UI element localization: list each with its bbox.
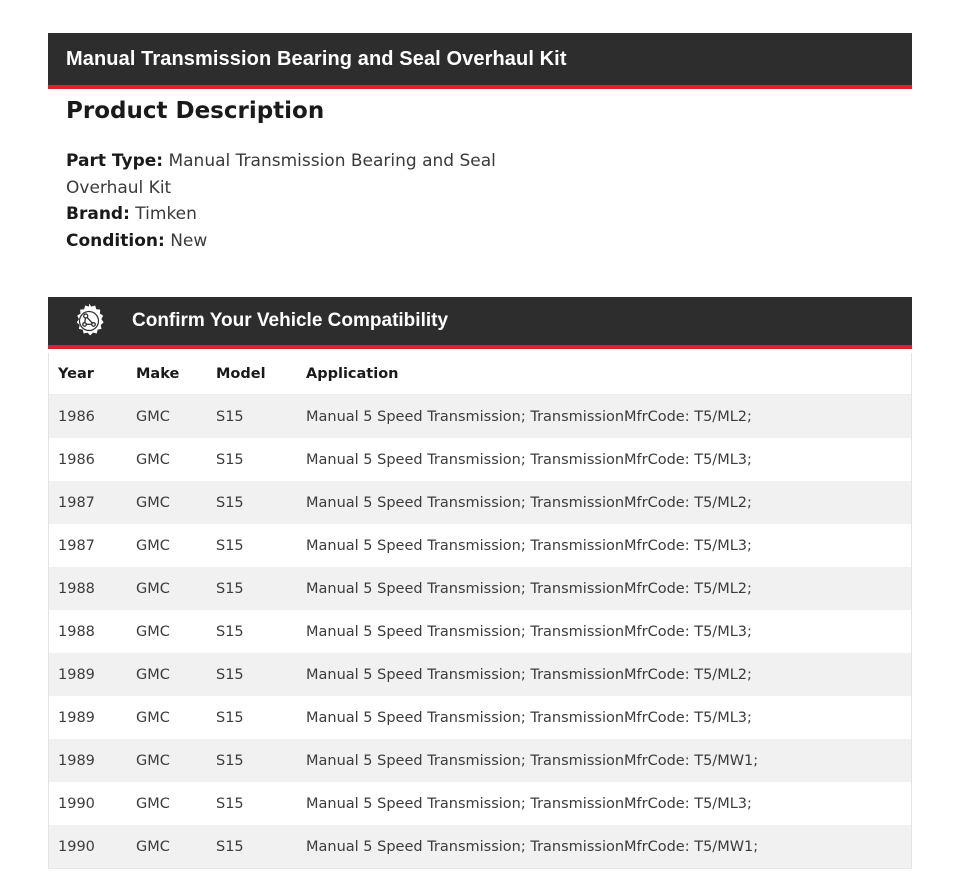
cell-year: 1987: [49, 524, 136, 567]
table-row: [49, 524, 911, 567]
cell-make: GMC: [136, 696, 216, 739]
cell-year: 1986: [49, 395, 136, 439]
product-field-value: Timken: [135, 204, 197, 224]
cell-application: Manual 5 Speed Transmission; TransmissionMfrCode: T5/ML3;: [306, 610, 911, 653]
cell-application: Manual 5 Speed Transmission; TransmissionMfrCode: T5/ML2;: [306, 481, 911, 524]
table-row: [49, 653, 911, 696]
cell-application: Manual 5 Speed Transmission; TransmissionMfrCode: T5/MW1;: [306, 739, 911, 782]
product-field-part-type: [66, 148, 536, 201]
compatibility-title: Confirm Your Vehicle Compatibility: [132, 310, 449, 331]
cell-make: GMC: [136, 524, 216, 567]
compatibility-table-container: [48, 353, 912, 869]
cell-model: S15: [216, 696, 306, 739]
cell-year: 1986: [49, 438, 136, 481]
cell-year: 1989: [49, 739, 136, 782]
product-field-label: Part Type:: [66, 151, 164, 171]
product-description-fields: [66, 148, 536, 254]
cell-model: S15: [216, 825, 306, 868]
cell-application: Manual 5 Speed Transmission; TransmissionMfrCode: T5/ML2;: [306, 567, 911, 610]
cell-application: Manual 5 Speed Transmission; TransmissionMfrCode: T5/MW1;: [306, 825, 911, 868]
cell-model: S15: [216, 739, 306, 782]
cell-make: GMC: [136, 481, 216, 524]
cell-model: S15: [216, 524, 306, 567]
table-header-row: [49, 353, 911, 395]
product-title: Manual Transmission Bearing and Seal Overhaul Kit: [66, 47, 567, 70]
compatibility-table-body: [49, 395, 911, 869]
cell-make: GMC: [136, 610, 216, 653]
cell-application: Manual 5 Speed Transmission; TransmissionMfrCode: T5/ML3;: [306, 524, 911, 567]
cell-year: 1990: [49, 825, 136, 868]
cell-application: Manual 5 Speed Transmission; TransmissionMfrCode: T5/ML2;: [306, 653, 911, 696]
cell-make: GMC: [136, 395, 216, 439]
compatibility-table: [49, 353, 911, 868]
column-header-model: Model: [216, 353, 306, 395]
product-field-label: Brand:: [66, 204, 130, 224]
table-row: [49, 567, 911, 610]
table-row: [49, 825, 911, 868]
cell-make: GMC: [136, 653, 216, 696]
table-row: [49, 739, 911, 782]
column-header-make: Make: [136, 353, 216, 395]
product-description-heading: Product Description: [66, 98, 325, 124]
cell-application: Manual 5 Speed Transmission; TransmissionMfrCode: T5/ML3;: [306, 438, 911, 481]
compatibility-banner: [48, 297, 912, 349]
column-header-application: Application: [306, 353, 911, 395]
cell-year: 1988: [49, 567, 136, 610]
cell-model: S15: [216, 481, 306, 524]
gear-icon: [70, 302, 108, 340]
product-title-banner: [48, 33, 912, 89]
table-row: [49, 696, 911, 739]
cell-application: Manual 5 Speed Transmission; TransmissionMfrCode: T5/ML2;: [306, 395, 911, 439]
cell-make: GMC: [136, 567, 216, 610]
table-row: [49, 782, 911, 825]
cell-model: S15: [216, 567, 306, 610]
cell-model: S15: [216, 653, 306, 696]
table-row: [49, 481, 911, 524]
product-field-value: New: [170, 230, 208, 251]
cell-model: S15: [216, 782, 306, 825]
table-row: [49, 395, 911, 439]
table-row: [49, 610, 911, 653]
cell-year: 1988: [49, 610, 136, 653]
cell-make: GMC: [136, 739, 216, 782]
cell-model: S15: [216, 395, 306, 439]
cell-make: GMC: [136, 782, 216, 825]
cell-year: 1989: [49, 696, 136, 739]
product-field-label: Condition:: [66, 230, 165, 251]
product-description-section: [66, 96, 536, 254]
cell-year: 1987: [49, 481, 136, 524]
compatibility-table-head: [49, 353, 911, 395]
table-row: [49, 438, 911, 481]
cell-year: 1989: [49, 653, 136, 696]
cell-year: 1990: [49, 782, 136, 825]
product-field-value: Manual Transmission Bearing and Seal Overhaul Kit: [66, 151, 496, 198]
cell-make: GMC: [136, 825, 216, 868]
column-header-year: Year: [49, 353, 136, 395]
cell-model: S15: [216, 438, 306, 481]
product-field-condition: [66, 228, 536, 255]
cell-application: Manual 5 Speed Transmission; TransmissionMfrCode: T5/ML3;: [306, 696, 911, 739]
product-field-brand: [66, 201, 536, 228]
cell-application: Manual 5 Speed Transmission; TransmissionMfrCode: T5/ML3;: [306, 782, 911, 825]
cell-make: GMC: [136, 438, 216, 481]
cell-model: S15: [216, 610, 306, 653]
